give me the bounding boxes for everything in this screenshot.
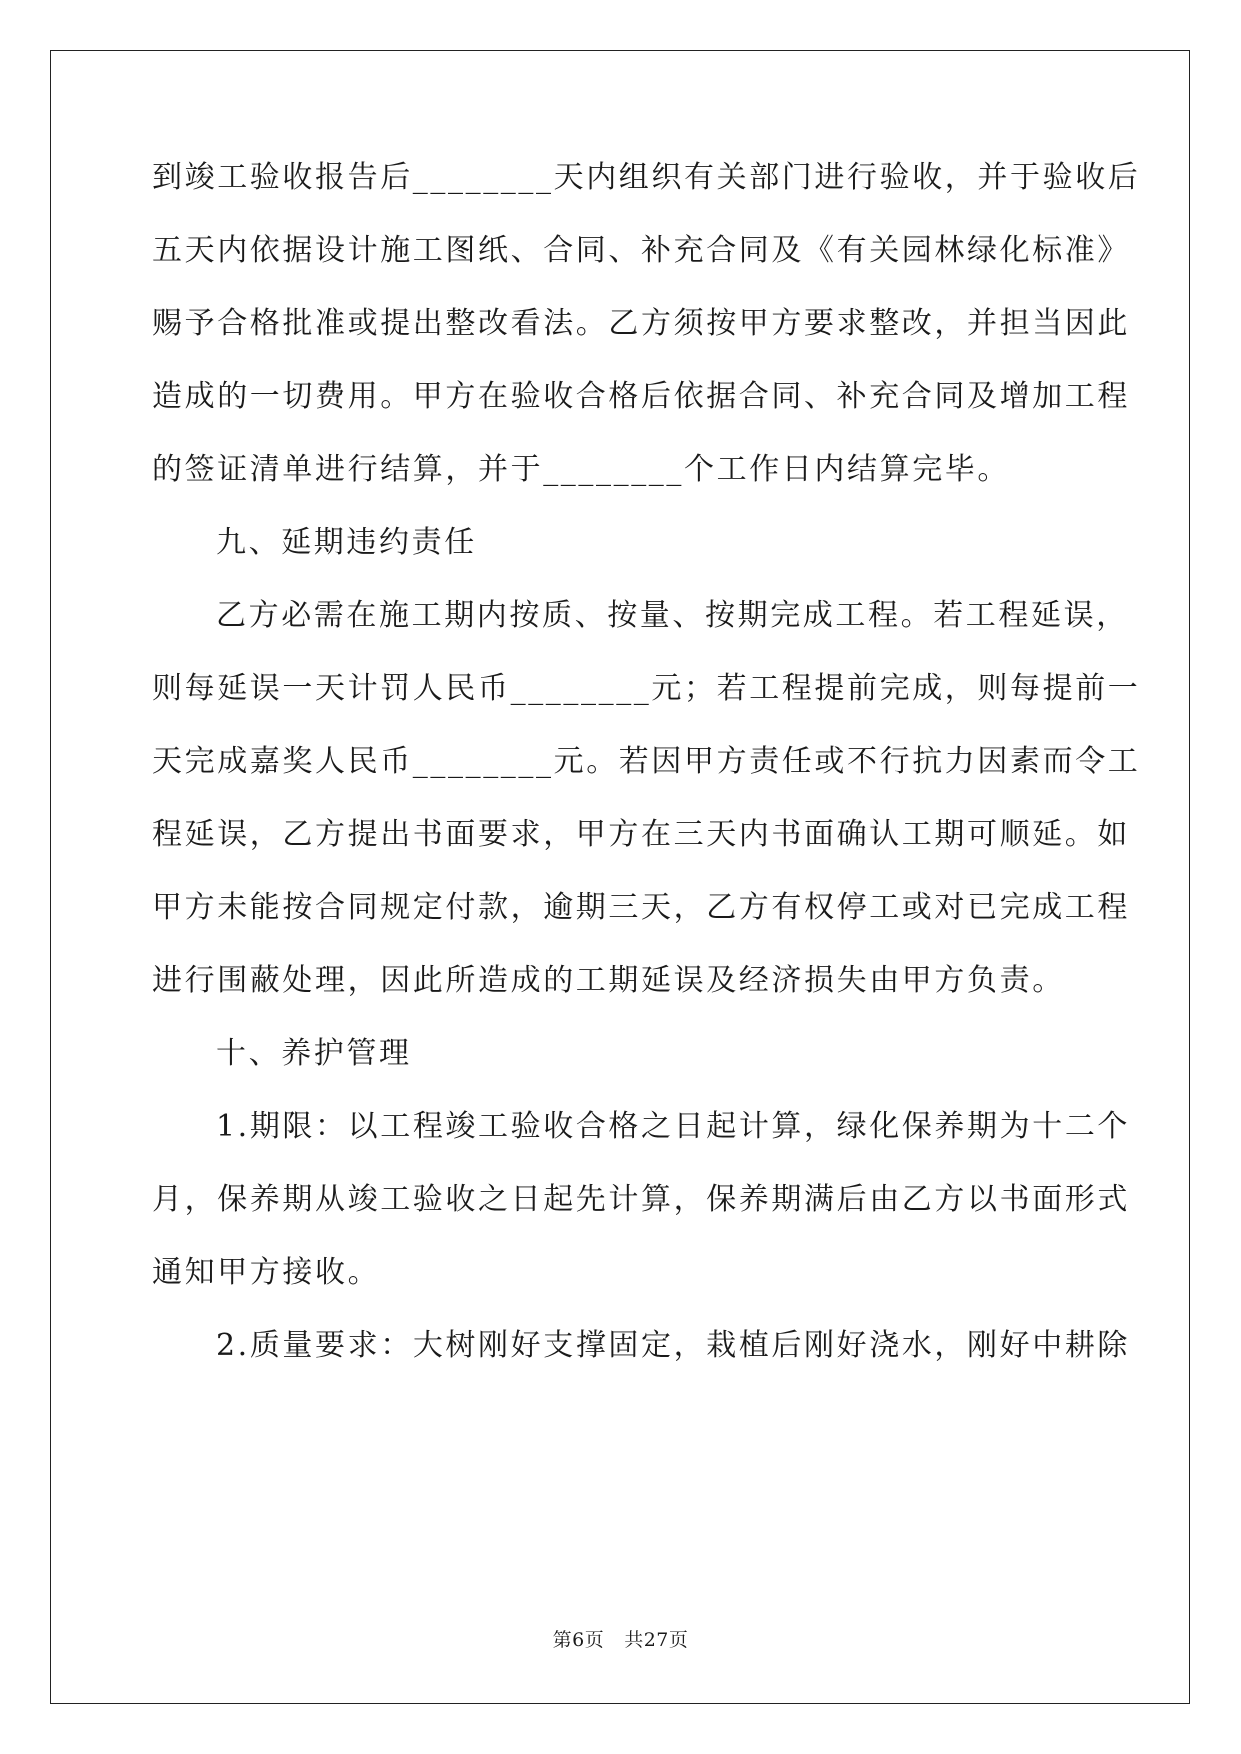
section-heading: 九、延期违约责任 xyxy=(216,525,477,560)
paragraph-line: 赐予合格批准或提出整改看法。乙方须按甲方要求整改，并担当因此 xyxy=(152,306,1130,341)
page-number: 第6页 xyxy=(552,1629,605,1651)
paragraph-line: 则每延误一天计罚人民币________元；若工程提前完成，则每提前一 xyxy=(152,671,1141,706)
section-heading: 十、养护管理 xyxy=(216,1036,412,1071)
paragraph-line: 的签证清单进行结算，并于________个工作日内结算完毕。 xyxy=(152,452,1010,487)
paragraph-line: 造成的一切费用。甲方在验收合格后依据合同、补充合同及增加工程 xyxy=(152,379,1130,414)
paragraph-line: 天完成嘉奖人民币________元。若因甲方责任或不行抗力因素而令工 xyxy=(152,744,1141,779)
paragraph-line: 乙方必需在施工期内按质、按量、按期完成工程。若工程延误， xyxy=(216,598,1129,633)
paragraph-line: 1.期限：以工程竣工验收合格之日起计算，绿化保养期为十二个 xyxy=(216,1109,1131,1144)
paragraph-line: 2.质量要求：大树刚好支撑固定，栽植后刚好浇水，刚好中耕除 xyxy=(216,1328,1131,1363)
paragraph-line: 进行围蔽处理，因此所造成的工期延误及经济损失由甲方负责。 xyxy=(152,963,1065,998)
page-footer xyxy=(0,1628,1241,1652)
paragraph-line: 到竣工验收报告后________天内组织有关部门进行验收，并于验收后 xyxy=(152,160,1141,195)
page-total: 共27页 xyxy=(624,1629,689,1651)
paragraph-line: 甲方未能按合同规定付款，逾期三天，乙方有权停工或对已完成工程 xyxy=(152,890,1130,925)
paragraph-line: 通知甲方接收。 xyxy=(152,1255,381,1290)
paragraph-line: 程延误，乙方提出书面要求，甲方在三天内书面确认工期可顺延。如 xyxy=(152,817,1130,852)
paragraph-line: 五天内依据设计施工图纸、合同、补充合同及《有关园林绿化标准》 xyxy=(152,233,1130,268)
paragraph-line: 月，保养期从竣工验收之日起先计算，保养期满后由乙方以书面形式 xyxy=(152,1182,1130,1217)
page-border xyxy=(50,50,1190,1704)
